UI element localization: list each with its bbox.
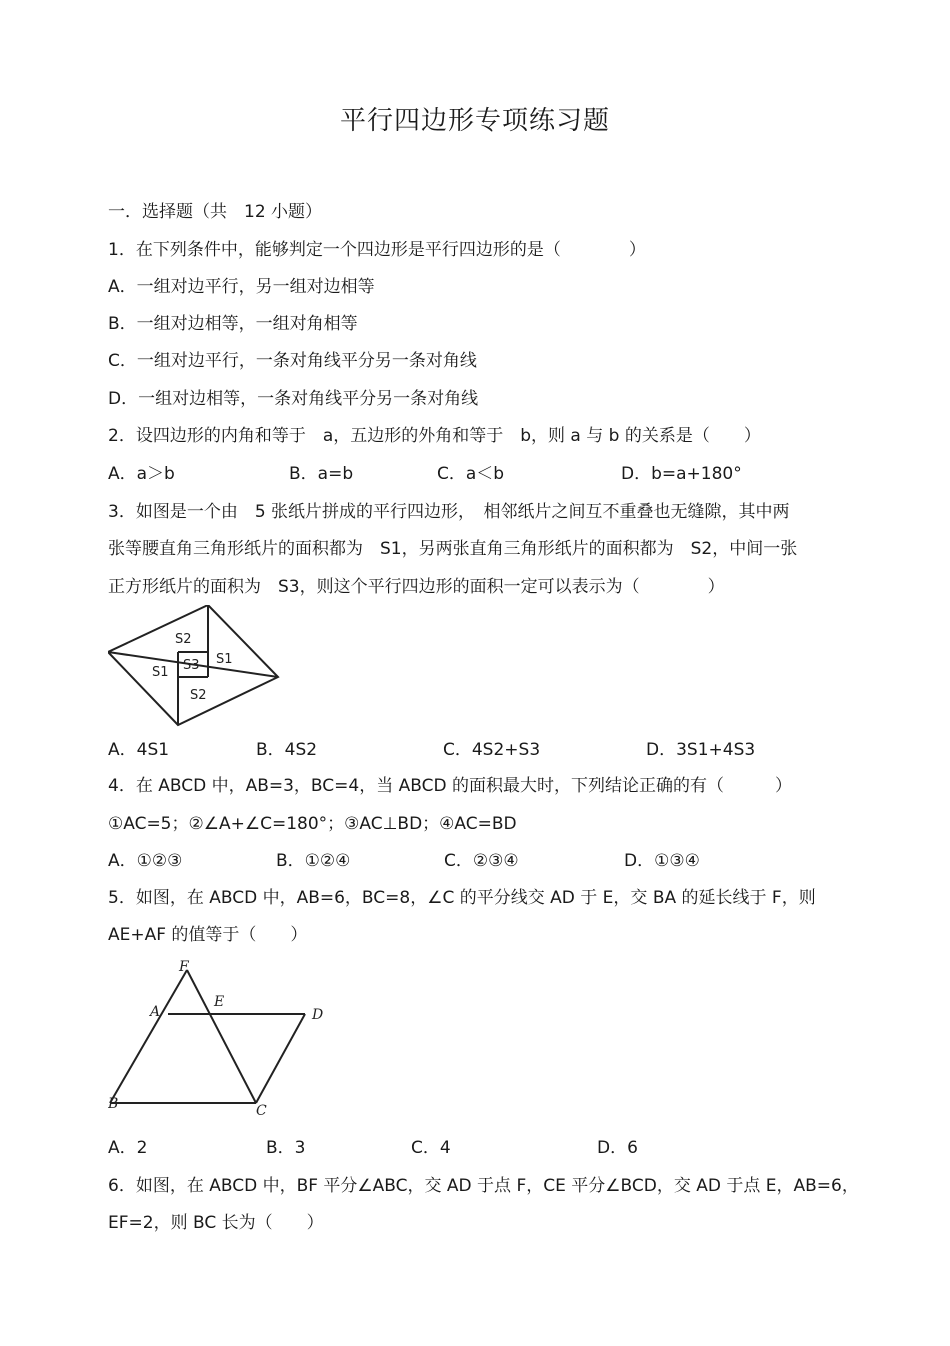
question-4-option-b: B．①②④ — [276, 851, 351, 871]
label-point-e: E — [214, 994, 225, 1010]
question-5-stem-line1: 5．如图，在 ABCD 中，AB=6，BC=8，∠C 的平分线交 AD 于 E，交 BA 的延长线于 F，则 — [108, 888, 816, 908]
label-s1-left: S1 — [152, 665, 169, 680]
question-3-stem-line1: 3．如图是一个由 5 张纸片拼成的平行四边形， 相邻纸片之间互不重叠也无缝隙，其中两 — [108, 502, 790, 522]
question-4-statements: ①AC=5；②∠A+∠C=180°；③AC⊥BD；④AC=BD — [108, 814, 517, 834]
question-4-stem: 4．在 ABCD 中，AB=3，BC=4，当 ABCD 的面积最大时，下列结论正确的有（ ） — [108, 776, 792, 796]
question-1-option-a: A．一组对边平行，另一组对边相等 — [108, 277, 375, 297]
question-4-option-c: C．②③④ — [444, 851, 519, 871]
question-3-figure — [108, 605, 280, 727]
label-s1-right: S1 — [216, 652, 233, 667]
question-5-option-c: C．4 — [411, 1138, 451, 1158]
label-s3: S3 — [183, 658, 200, 673]
question-2-stem: 2．设四边形的内角和等于 a，五边形的外角和等于 b，则 a 与 b 的关系是（ ） — [108, 426, 761, 446]
question-5-option-b: B．3 — [266, 1138, 306, 1158]
question-5-stem-line2: AE+AF 的值等于（ ） — [108, 925, 308, 945]
question-3-option-b: B．4S2 — [256, 740, 318, 760]
label-point-b: B — [108, 1096, 119, 1112]
segment-fb — [110, 970, 187, 1103]
question-3-stem-line2: 张等腰直角三角形纸片的面积都为 S1，另两张直角三角形纸片的面积都为 S2，中间一张 — [108, 539, 798, 559]
question-5-figure — [108, 960, 328, 1117]
question-2-option-d: D．b=a+180° — [621, 464, 742, 484]
question-2-option-c: C．a＜b — [437, 464, 505, 484]
question-3-stem-line3: 正方形纸片的面积为 S3，则这个平行四边形的面积一定可以表示为（ ） — [108, 577, 725, 597]
segment-fc — [187, 970, 256, 1103]
question-6-stem-line2: EF=2，则 BC 长为（ ） — [108, 1213, 324, 1233]
question-1-option-d: D．一组对边相等，一条对角线平分另一条对角线 — [108, 389, 479, 409]
question-3-option-a: A．4S1 — [108, 740, 170, 760]
question-1-option-b: B．一组对边相等，一组对角相等 — [108, 314, 358, 334]
question-4-option-a: A．①②③ — [108, 851, 183, 871]
label-s2-bottom: S2 — [190, 688, 207, 703]
label-point-c: C — [256, 1103, 267, 1117]
label-s2-top: S2 — [175, 632, 192, 647]
label-point-f: F — [179, 960, 189, 975]
question-1-stem: 1．在下列条件中，能够判定一个四边形是平行四边形的是（ ） — [108, 240, 646, 260]
question-1-option-c: C．一组对边平行，一条对角线平分另一条对角线 — [108, 351, 477, 371]
question-3-option-c: C．4S2+S3 — [443, 740, 541, 760]
question-2-option-a: A．a＞b — [108, 464, 175, 484]
question-5-option-a: A．2 — [108, 1138, 148, 1158]
question-6-stem-line1: 6．如图，在 ABCD 中，BF 平分∠ABC，交 AD 于点 F，CE 平分∠BCD，交 AD 于点 E，AB=6， — [108, 1176, 859, 1196]
label-point-d: D — [312, 1007, 324, 1023]
section-heading: 一．选择题（共 12 小题） — [108, 202, 323, 222]
question-2-option-b: B．a=b — [289, 464, 354, 484]
page-title: 平行四边形专项练习题 — [339, 106, 610, 136]
question-4-option-d: D．①③④ — [624, 851, 700, 871]
question-5-option-d: D．6 — [597, 1138, 638, 1158]
label-point-a: A — [150, 1004, 161, 1020]
segment-cd — [256, 1014, 305, 1103]
question-3-option-d: D．3S1+4S3 — [646, 740, 756, 760]
